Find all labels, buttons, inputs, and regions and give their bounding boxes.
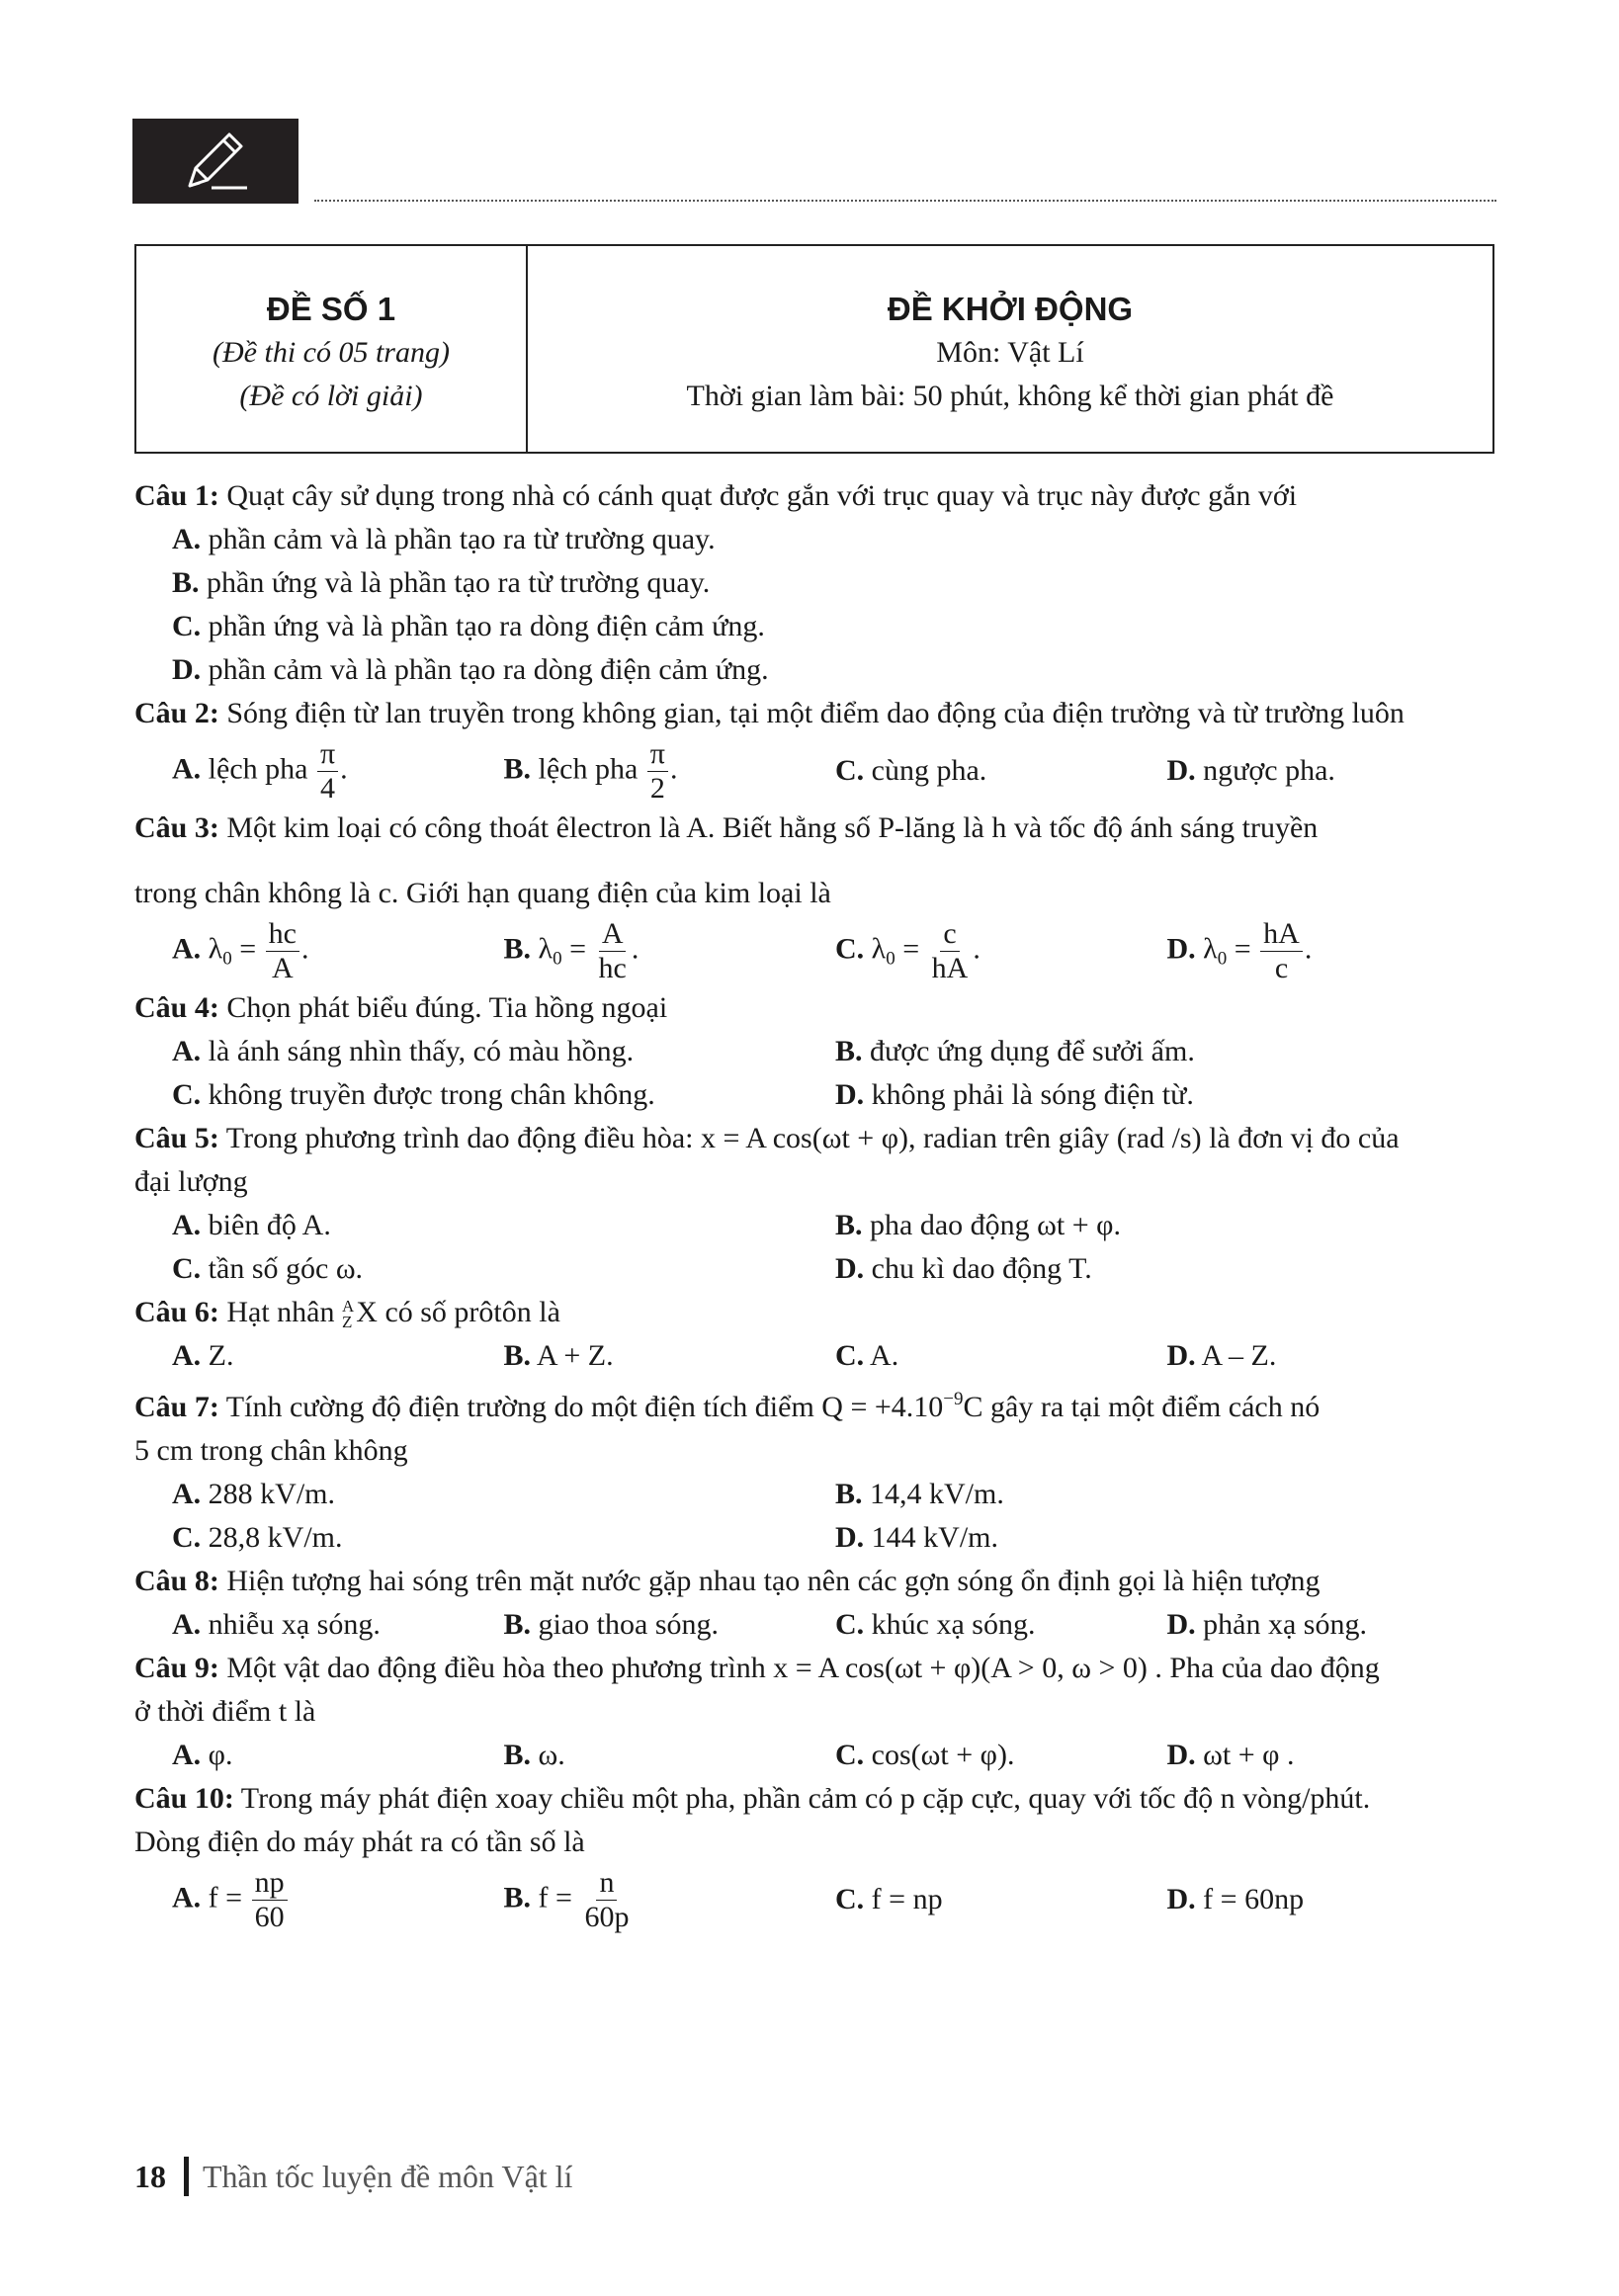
option-b[interactable]: B. ω. (503, 1739, 565, 1771)
option-b[interactable]: B. giao thoa sóng. (503, 1608, 719, 1641)
exam-time: Thời gian làm bài: 50 phút, không kể thời gian phát đề (686, 380, 1334, 412)
exam-heading (528, 246, 1492, 452)
question-9 (134, 1647, 1498, 1777)
option-d[interactable]: D. $\lambda_0$ = $\frac{hA}{c}$ . (1166, 916, 1313, 984)
question-3 (134, 807, 1498, 986)
question-7: Câu 7: Tính cường độ điện trường do một điện tích điểm $Q = +4.10^{-9}C$ gây ra tại một điểm cách nó 5 cm trong chân không A. 288 kV/m. B. 14,4 kV/m. C. 28,8 kV/m. D. 144 kV/m. (134, 1378, 1498, 1560)
option-a[interactable]: A. phần cảm và là phần tạo ra từ trường quay. (172, 523, 716, 555)
solution-note: (Đề có lời giải) (239, 380, 423, 412)
option-a[interactable]: A. biên độ A. (172, 1209, 331, 1241)
option-a[interactable]: A. là ánh sáng nhìn thấy, có màu hồng. (172, 1035, 635, 1067)
question-label: Câu 8: (134, 1565, 219, 1597)
question-text: Sóng điện từ lan truyền trong không gian, tại một điểm dao động của điện trường và từ trường luôn (218, 697, 1405, 729)
option-b[interactable]: B. pha dao động ωt + φ. (835, 1209, 1121, 1241)
exam-title-box (134, 244, 1494, 454)
option-c[interactable]: C. cos(ωt + φ). (835, 1739, 1015, 1771)
option-c[interactable]: C. f = np (835, 1883, 943, 1915)
option-b[interactable]: B. phần ứng và là phần tạo ra từ trường quay. (172, 566, 711, 599)
option-d[interactable]: D. phản xạ sóng. (1166, 1608, 1367, 1641)
question-1 (134, 474, 1498, 692)
option-d[interactable]: D. ngược pha. (1166, 754, 1335, 787)
question-text: Quạt cây sử dụng trong nhà có cánh quạt được gắn với trục quay và trục này được gắn với (218, 479, 1298, 512)
option-a[interactable]: A. Z. (172, 1339, 234, 1372)
option-d[interactable]: D. chu kì dao động T. (835, 1252, 1092, 1285)
question-label: Câu 9: (134, 1652, 219, 1684)
question-10 (134, 1777, 1498, 1935)
question-label: Câu 6: (134, 1296, 219, 1328)
question-2 (134, 692, 1498, 807)
question-label: Câu 10: (134, 1782, 234, 1815)
dotted-divider (314, 200, 1496, 202)
option-b[interactable]: B. $\lambda_0$ = $\frac{A}{hc}$ . (503, 916, 639, 984)
option-c[interactable]: C. 28,8 kV/m. (172, 1521, 343, 1554)
page-number: 18 (134, 2158, 166, 2194)
question-text: Trong phương trình dao động điều hòa: x = A cos(ωt + φ), radian trên giây (rad /s) là đơn vị đo của (218, 1122, 1400, 1154)
option-c[interactable]: C. cùng pha. (835, 754, 987, 787)
question-text: Chọn phát biểu đúng. Tia hồng ngoại (218, 991, 668, 1024)
question-text: Một vật dao động điều hòa theo phương trình x = A cos(ωt + φ)(A > 0, ω > 0) . Pha của dao động (218, 1652, 1380, 1684)
question-text-continued: ở thời điểm t là (134, 1695, 316, 1728)
option-d[interactable]: D. A – Z. (1166, 1339, 1277, 1372)
option-b[interactable]: B. lệch pha $\frac{\pi}{2}$ . (503, 736, 678, 805)
option-c[interactable]: C. A. (835, 1339, 899, 1372)
option-a[interactable]: A. 288 kV/m. (172, 1478, 336, 1510)
question-text: Hiện tượng hai sóng trên mặt nước gặp nhau tạo nên các gợn sóng ổn định gọi là hiện tượng (218, 1565, 1321, 1597)
question-8 (134, 1560, 1498, 1647)
option-c[interactable]: C. phần ứng và là phần tạo ra dòng điện cảm ứng. (172, 610, 765, 642)
footer-divider (184, 2157, 189, 2196)
question-text-continued: Dòng điện do máy phát ra có tần số là (134, 1826, 585, 1858)
exam-title: ĐỀ KHỞI ĐỘNG (887, 291, 1134, 327)
pages-note: (Đề thi có 05 trang) (213, 336, 450, 369)
option-a[interactable]: A. φ. (172, 1739, 233, 1771)
option-b[interactable]: B. được ứng dụng để sưởi ấm. (835, 1035, 1195, 1067)
option-a[interactable]: A. lệch pha $\frac{\pi}{4}$ . (172, 736, 348, 805)
option-c[interactable]: C. khúc xạ sóng. (835, 1608, 1036, 1641)
option-c[interactable]: C. $\lambda_0$ = $\frac{c}{hA}$ . (835, 916, 980, 984)
question-label: Câu 4: (134, 991, 219, 1024)
option-c[interactable]: C. không truyền được trong chân không. (172, 1078, 655, 1111)
pencil-icon (182, 128, 251, 194)
option-d[interactable]: D. 144 kV/m. (835, 1521, 999, 1554)
option-d[interactable]: D. không phải là sóng điện từ. (835, 1078, 1194, 1111)
option-c[interactable]: C. tần số góc ω. (172, 1252, 364, 1285)
question-text-continued: trong chân không là c. Giới hạn quang điện của kim loại là (134, 877, 831, 909)
option-d[interactable]: D. ωt + φ . (1166, 1739, 1295, 1771)
option-d[interactable]: D. phần cảm và là phần tạo ra dòng điện cảm ứng. (172, 653, 769, 686)
question-text-continued: đại lượng (134, 1165, 248, 1198)
question-label: Câu 2: (134, 697, 219, 729)
option-b[interactable]: B. 14,4 kV/m. (835, 1478, 1004, 1510)
question-text: Một kim loại có công thoát êlectron là A. Biết hằng số P-lăng là h và tốc độ ánh sáng truyền (218, 811, 1319, 844)
pencil-header-block (132, 119, 298, 204)
question-text: Trong máy phát điện xoay chiều một pha, phần cảm có p cặp cực, quay với tốc độ n vòng/phút. (233, 1782, 1371, 1815)
question-text-continued: 5 cm trong chân không (134, 1434, 408, 1467)
isotope-notation: A Z (341, 1297, 355, 1332)
option-d[interactable]: D. f = 60np (1166, 1883, 1305, 1915)
page-footer (134, 2157, 572, 2196)
question-label: Câu 3: (134, 811, 219, 844)
question-label: Câu 5: (134, 1122, 219, 1154)
subject: Môn: Vật Lí (936, 336, 1084, 369)
book-title: Thần tốc luyện đề môn Vật lí (203, 2158, 573, 2194)
option-b[interactable]: B. A + Z. (503, 1339, 614, 1372)
question-4 (134, 986, 1498, 1117)
exam-info (136, 246, 528, 452)
question-list (134, 474, 1498, 1935)
option-b[interactable]: B. f = $\frac{n}{60p}$ (503, 1865, 630, 1933)
question-5 (134, 1117, 1498, 1291)
option-a[interactable]: A. f = $\frac{np}{60}$ (172, 1866, 504, 1934)
option-a[interactable]: A. nhiễu xạ sóng. (172, 1608, 381, 1641)
question-6: Câu 6: Hạt nhân A Z X có số prôtôn là A. Z. B. A + Z. C. A. D. A – Z. (134, 1291, 1498, 1378)
question-label: Câu 7: (134, 1391, 219, 1423)
exam-number: ĐỀ SỐ 1 (266, 291, 396, 327)
option-a[interactable]: A. $\lambda_0$ = $\frac{hc}{A}$ . (172, 916, 309, 984)
question-label: Câu 1: (134, 479, 219, 512)
